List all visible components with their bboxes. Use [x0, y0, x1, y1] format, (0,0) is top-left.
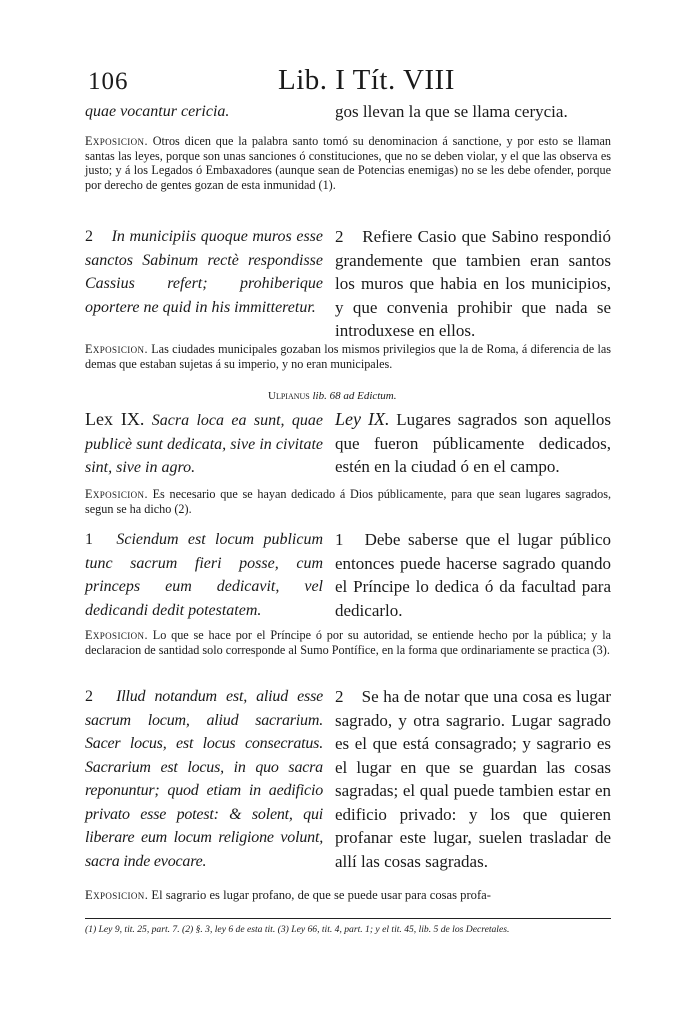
spanish-text — [335, 408, 611, 480]
exposicion-label: Exposicion. — [85, 487, 148, 501]
exposicion-label: Exposicion. — [85, 342, 148, 356]
paragraph-number: 2 — [335, 687, 344, 706]
citation-ref: lib. 68 ad Edictum. — [312, 390, 397, 402]
paragraph-number: 2 — [335, 227, 344, 246]
latin-body: Sciendum est locum publicum tunc sacrum fieri posse, cum princeps eum dedicavit, vel dedicandi dedit potestatem. — [85, 531, 323, 619]
exposicion-text: Las ciudades municipales gozaban los mismos privilegios que la de Roma, á diferencia de las demas que estaban sujetas á su imperio, y no eran municipales. — [85, 342, 611, 371]
exposicion-text: Otros dicen que la palabra santo tomó su denominacion á sanctione, y por esto se llaman santas las leyes, porque son unas sanciones ó constituciones, que no se deben violar, y el que las observa es justo; y á los Legados ó Embaxadores (aunque sean de Potencias enemigas) no se les debe ofender, porque por derecho de gentes gozan de esta inmunidad (1). — [85, 134, 612, 192]
spanish-continuation: gos llevan la que se llama cerycia. — [335, 102, 568, 121]
exposicion-text: El sagrario es lugar profano, de que se puede usar para cosas profa- — [151, 888, 491, 902]
spanish-text — [335, 225, 611, 343]
spanish-text — [335, 528, 611, 622]
latin-continuation: quae vocantur cericia. — [85, 103, 230, 120]
latin-text — [85, 685, 323, 873]
paragraph-number: 2 — [85, 228, 93, 245]
latin-body: In municipiis quoque muros esse sanctos Sabinum rectè respondisse Cassius refert; prohiberique oportere ne quid in his immitteretur. — [85, 228, 324, 316]
footnote-rule — [85, 918, 611, 919]
page-number: 106 — [88, 68, 129, 95]
lex-9 — [85, 408, 611, 480]
latin-text — [85, 528, 323, 622]
source-citation — [268, 390, 397, 402]
exposicion-label: Exposicion. — [85, 134, 148, 148]
top-continuation — [85, 100, 611, 124]
exposicion-label: Exposicion. — [85, 628, 148, 642]
latin-body: Illud notandum est, aliud esse sacrum locum, aliud sacrarium. Sacer locus, est locus consecratus. Sacrarium est locus, in quo sacra reponuntur; quod etiam in aedificio privato esse potest: & solent, qui liberare eum locum religione volunt, sacra inde evocare. — [85, 688, 323, 870]
footnotes: (1) Ley 9, tit. 25, part. 7. (2) §. 3, ley 6 de esta tit. (3) Ley 66, tit. 4, part. 1; y el tit. 45, lib. 5 de los Decretales. — [85, 924, 510, 935]
spanish-body: Refiere Casio que Sabino respondió grandemente que tambien eran santos los muros que habia en los municipios, y que convenia prohibir que nada se introduxese en ellos. — [335, 227, 612, 340]
ley-heading: Ley IX. — [335, 409, 390, 429]
paragraph-number: 1 — [85, 531, 93, 548]
exposicion-5 — [85, 888, 611, 903]
latin-text — [85, 225, 323, 343]
paragraph-number: 1 — [335, 530, 344, 549]
exposicion-4 — [85, 628, 611, 657]
latin-text — [85, 408, 323, 480]
lex-heading: Lex IX. — [85, 409, 145, 429]
paragraph-2-muros — [85, 225, 611, 343]
author-name: Ulpianus — [268, 390, 310, 402]
paragraph-2-sacrarium — [85, 685, 611, 873]
spanish-body: Se ha de notar que una cosa es lugar sagrado, y otra sagrario. Lugar sagrado es el que está consagrado; y sagrario es el lugar en que se guardan las cosas sagradas; el qual puede tambien estar en edificio privado: y los que quieren profanar este lugar, suelen trasladar de allí las cosas sagradas. — [335, 687, 611, 871]
exposicion-1 — [85, 134, 611, 192]
exposicion-text: Lo que se hace por el Príncipe ó por su autoridad, se entiende hecho por la pública; y la declaracion de santidad solo corresponde al Sumo Pontífice, en la forma que ordinariamente se practica (3). — [85, 628, 611, 657]
exposicion-text: Es necesario que se hayan dedicado á Dios públicamente, para que sean lugares sagrados, segun se ha dicho (2). — [85, 487, 611, 516]
spanish-body: Lugares sagrados son aquellos que fueron públicamente dedicados, estén en la ciudad ó en el campo. — [335, 410, 611, 476]
spanish-body: Debe saberse que el lugar público entonces puede hacerse sagrado quando el Príncipe lo dedica ó da facultad para dedicarlo. — [335, 530, 611, 620]
spanish-text — [335, 685, 611, 873]
running-title: Lib. I Tít. VIII — [278, 64, 455, 96]
paragraph-1-locum — [85, 528, 611, 622]
exposicion-3 — [85, 487, 611, 516]
exposicion-label: Exposicion. — [85, 888, 149, 902]
paragraph-number: 2 — [85, 688, 93, 705]
exposicion-2 — [85, 342, 611, 371]
latin-body: Sacra loca ea sunt, quae publicè sunt dedicata, sive in civitate sint, sive in agro. — [85, 412, 324, 476]
